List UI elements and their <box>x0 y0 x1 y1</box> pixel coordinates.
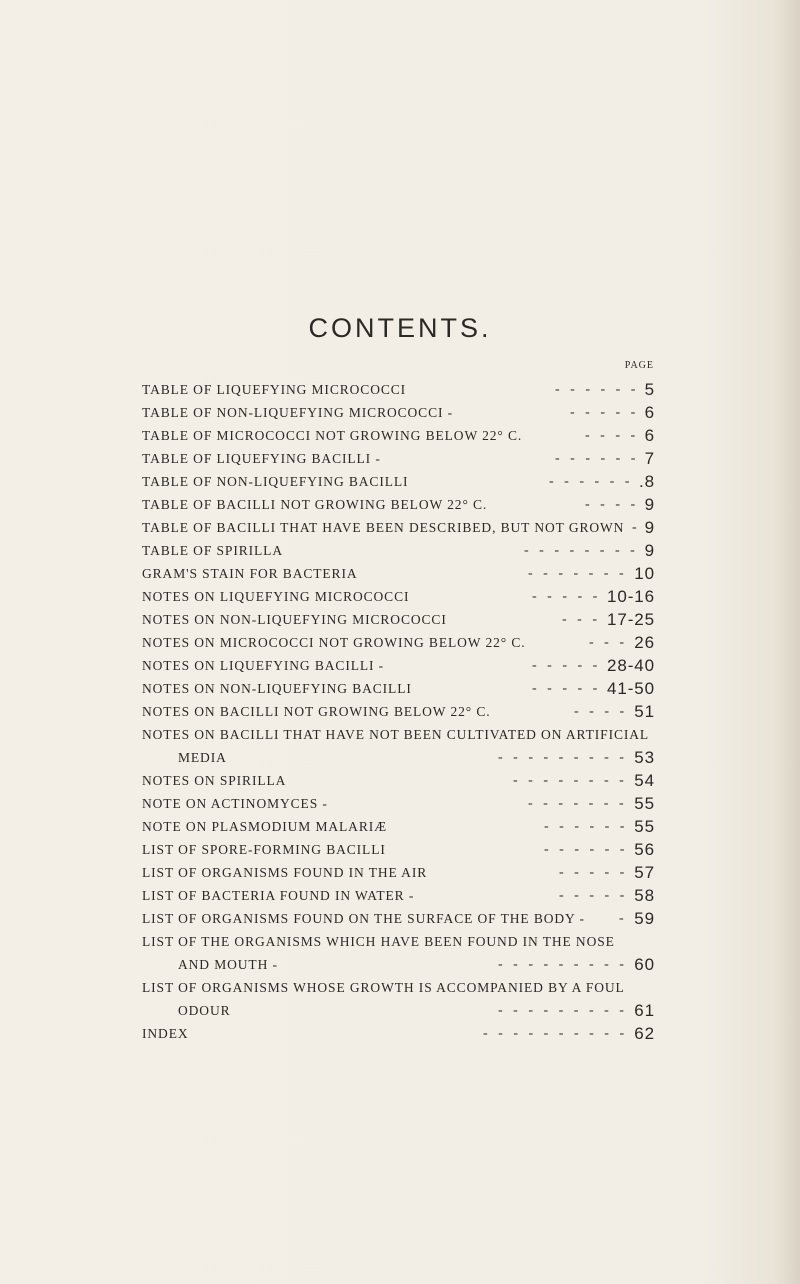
toc-entry-page: 61 <box>634 1001 655 1020</box>
toc-entry-page: 55 <box>634 794 655 813</box>
toc-entry <box>0 907 800 930</box>
toc-entry <box>0 562 800 585</box>
toc-entry <box>0 378 800 401</box>
toc-entry-label: MEDIA <box>178 750 227 765</box>
toc-entry-page: 53 <box>634 748 655 767</box>
toc-entry-label: LIST OF ORGANISMS FOUND ON THE SURFACE OF THE BODY - <box>142 911 585 926</box>
toc-entry-label: NOTES ON NON-LIQUEFYING BACILLI <box>142 681 412 696</box>
toc-entry <box>0 953 800 976</box>
toc-entry-page: 51 <box>634 702 655 721</box>
toc-leader-dashes: - - - - <box>574 704 625 719</box>
toc-leader-dashes: - - - - - - - - - <box>498 1003 624 1018</box>
toc-leader-dashes: - - - - - <box>532 681 598 696</box>
toc-leader-dashes: - - - - - - <box>555 382 636 397</box>
toc-entry <box>0 539 800 562</box>
toc-entry <box>0 1022 800 1045</box>
toc-leader-dashes: - <box>632 520 637 535</box>
toc-entry-page: 60 <box>634 955 655 974</box>
toc-entry-label: NOTES ON NON-LIQUEFYING MICROCOCCI <box>142 612 447 627</box>
toc-entry <box>0 631 800 654</box>
toc-leader-dashes: - <box>619 911 624 926</box>
toc-entry-label: NOTE ON PLASMODIUM MALARIÆ <box>142 819 388 834</box>
page-column-header: PAGE <box>624 360 654 371</box>
toc-entry <box>0 999 800 1022</box>
toc-leader-dashes: - - - - - - - - - <box>498 750 624 765</box>
toc-entry <box>0 838 800 861</box>
toc-entry-page: 56 <box>634 840 655 859</box>
toc-entry-page: 6 <box>644 426 655 445</box>
toc-entry-page: 10-16 <box>607 587 655 606</box>
toc-entry-page: 7 <box>644 449 655 468</box>
toc-entry <box>0 677 800 700</box>
toc-entry <box>0 447 800 470</box>
toc-entry <box>0 470 800 493</box>
toc-entry-label: TABLE OF MICROCOCCI NOT GROWING BELOW 22° C. <box>142 428 523 443</box>
toc-entry-page: 26 <box>634 633 655 652</box>
toc-entry-label: GRAM'S STAIN FOR BACTERIA <box>142 566 358 581</box>
toc-entry-label: LIST OF SPORE-FORMING BACILLI <box>142 842 386 857</box>
toc-entry-label: TABLE OF LIQUEFYING BACILLI - <box>142 451 381 466</box>
toc-entry-label: NOTE ON ACTINOMYCES - <box>142 796 328 811</box>
toc-entry-label: TABLE OF NON-LIQUEFYING MICROCOCCI - <box>142 405 454 420</box>
toc-entry-label: LIST OF BACTERIA FOUND IN WATER - <box>142 888 415 903</box>
toc-entry <box>0 723 800 746</box>
toc-entry-page: 6 <box>644 403 655 422</box>
toc-leader-dashes: - - - - - <box>570 405 636 420</box>
toc-entry-page: 28-40 <box>607 656 655 675</box>
toc-entry-label: ODOUR <box>178 1003 231 1018</box>
toc-entry <box>0 401 800 424</box>
toc-entry-label: NOTES ON LIQUEFYING BACILLI - <box>142 658 385 673</box>
toc-entry <box>0 608 800 631</box>
toc-entry-page: 62 <box>634 1024 655 1043</box>
toc-entry-label: INDEX <box>142 1026 189 1041</box>
toc-entry-label: NOTES ON BACILLI THAT HAVE NOT BEEN CULTIVATED ON ARTIFICIAL <box>142 727 650 742</box>
toc-entry-label: TABLE OF LIQUEFYING MICROCOCCI <box>142 382 407 397</box>
toc-leader-dashes: - - - <box>562 612 597 627</box>
toc-leader-dashes: - - - - - - - <box>528 796 624 811</box>
toc-entry-label: LIST OF ORGANISMS WHOSE GROWTH IS ACCOMPANIED BY A FOUL <box>142 980 625 995</box>
toc-entry-label: NOTES ON SPIRILLA <box>142 773 287 788</box>
contents-title: CONTENTS. <box>308 313 492 343</box>
toc-entry-page: 41-50 <box>607 679 655 698</box>
toc-entry-label: TABLE OF BACILLI NOT GROWING BELOW 22° C. <box>142 497 488 512</box>
toc-entry <box>0 769 800 792</box>
toc-leader-dashes: - - - - - - - - - <box>498 957 624 972</box>
toc-leader-dashes: - - - - - - - - <box>513 773 624 788</box>
toc-entry-page: 54 <box>634 771 655 790</box>
toc-leader-dashes: - - - - - - <box>549 474 630 489</box>
toc-entry-page: 55 <box>634 817 655 836</box>
toc-entry <box>0 815 800 838</box>
toc-leader-dashes: - - - - <box>585 428 636 443</box>
toc-entry-page: 59 <box>634 909 655 928</box>
toc-entry <box>0 746 800 769</box>
toc-entry <box>0 700 800 723</box>
toc-entry-label: LIST OF ORGANISMS FOUND IN THE AIR <box>142 865 428 880</box>
toc-entry <box>0 424 800 447</box>
toc-leader-dashes: - - - - - <box>559 865 625 880</box>
toc-leader-dashes: - - - <box>589 635 624 650</box>
toc-leader-dashes: - - - - - - - - - - <box>483 1026 625 1041</box>
toc-leader-dashes: - - - - - - - - <box>524 543 635 558</box>
toc-entry <box>0 585 800 608</box>
toc-entry-label: AND MOUTH - <box>178 957 278 972</box>
toc-entry-page: 9 <box>644 518 655 537</box>
toc-leader-dashes: - - - - - - <box>544 819 625 834</box>
toc-entry <box>0 861 800 884</box>
toc-leader-dashes: - - - - - <box>559 888 625 903</box>
toc-entry-label: TABLE OF BACILLI THAT HAVE BEEN DESCRIBED, BUT NOT GROWN <box>142 520 625 535</box>
toc-entry-page: 10 <box>634 564 655 583</box>
toc-entry <box>0 516 800 539</box>
toc-entry <box>0 493 800 516</box>
toc-entry-page: .8 <box>639 472 655 491</box>
toc-entry <box>0 884 800 907</box>
toc-leader-dashes: - - - - - - <box>555 451 636 466</box>
toc-leader-dashes: - - - - - <box>532 589 598 604</box>
toc-entry-label: NOTES ON MICROCOCCI NOT GROWING BELOW 22° C. <box>142 635 526 650</box>
toc-entry-label: LIST OF THE ORGANISMS WHICH HAVE BEEN FOUND IN THE NOSE <box>142 934 615 949</box>
toc-entry <box>0 976 800 999</box>
toc-entry-page: 9 <box>644 541 655 560</box>
toc-entry-page: 58 <box>634 886 655 905</box>
table-of-contents <box>0 378 800 1045</box>
toc-entry-label: NOTES ON BACILLI NOT GROWING BELOW 22° C. <box>142 704 491 719</box>
toc-entry <box>0 930 800 953</box>
toc-entry-page: 17-25 <box>607 610 655 629</box>
toc-entry-page: 9 <box>644 495 655 514</box>
toc-entry <box>0 654 800 677</box>
toc-entry-page: 5 <box>644 380 655 399</box>
toc-entry-label: TABLE OF SPIRILLA <box>142 543 283 558</box>
toc-leader-dashes: - - - - <box>585 497 636 512</box>
toc-leader-dashes: - - - - - - - <box>528 566 624 581</box>
toc-entry-label: TABLE OF NON-LIQUEFYING BACILLI <box>142 474 409 489</box>
toc-leader-dashes: - - - - - <box>532 658 598 673</box>
toc-leader-dashes: - - - - - - <box>544 842 625 857</box>
toc-entry <box>0 792 800 815</box>
toc-entry-label: NOTES ON LIQUEFYING MICROCOCCI <box>142 589 410 604</box>
toc-entry-page: 57 <box>634 863 655 882</box>
